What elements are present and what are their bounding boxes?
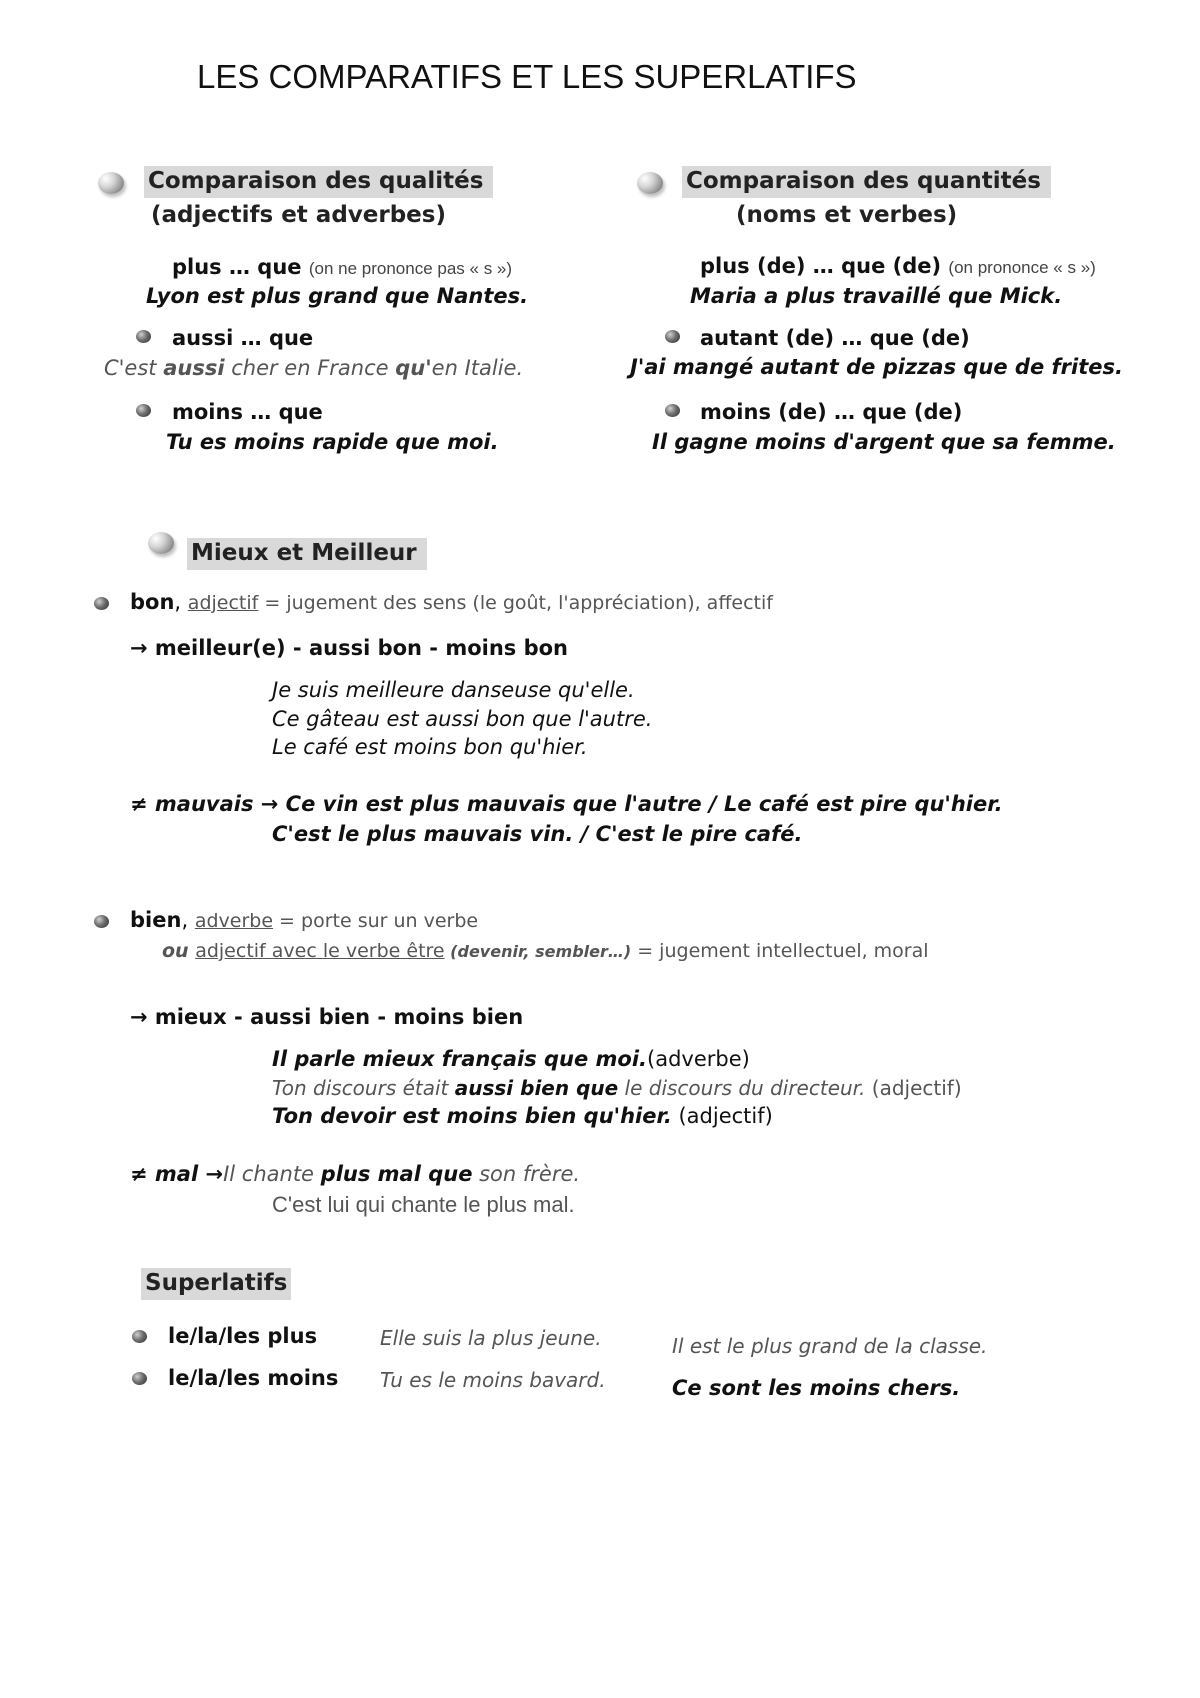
text: Ton devoir est moins bien qu'hier.: [272, 1104, 672, 1128]
bon-category: adjectif: [187, 592, 259, 614]
superlatif-example: Tu es le moins bavard.: [380, 1368, 606, 1392]
qualites-moins-form: moins … que: [172, 400, 323, 424]
text: (adverbe): [647, 1047, 750, 1071]
bon-example: Je suis meilleure danseuse qu'elle.: [272, 678, 635, 702]
pronunciation-note: (on ne prononce pas « s »): [308, 259, 513, 278]
text: cher en France: [224, 356, 396, 380]
bien-example: [272, 1076, 962, 1100]
mauvais-contrast: ≠ mauvais → Ce vin est plus mauvais que l'autre / Le café est pire qu'hier.: [130, 792, 1003, 816]
text: = jugement intellectuel, moral: [631, 940, 929, 962]
page-title: LES COMPARATIFS ET LES SUPERLATIFS: [197, 58, 857, 95]
mal-contrast-line2: C'est lui qui chante le plus mal.: [272, 1192, 575, 1217]
bien-definition-line2: [162, 940, 929, 962]
quantites-heading: Comparaison des quantités: [682, 166, 1051, 198]
superlatif-example: Ce sont les moins chers.: [672, 1376, 961, 1400]
bon-example: Le café est moins bon qu'hier.: [272, 735, 588, 759]
bien-word: bien: [130, 908, 182, 932]
bien-definition-line: [130, 908, 478, 932]
bullet-icon: [136, 404, 151, 417]
text: C'est: [104, 356, 164, 380]
bullet-icon: [94, 915, 109, 928]
text: (adjectif): [865, 1076, 962, 1100]
superlatif-form: le/la/les moins: [168, 1366, 339, 1390]
bullet-icon: [94, 597, 109, 610]
superlatif-example: Il est le plus grand de la classe.: [672, 1334, 988, 1358]
section-bullet-icon: [148, 532, 174, 554]
superlatif-example: Elle suis la plus jeune.: [380, 1326, 602, 1350]
bullet-icon: [665, 404, 680, 417]
bon-word: bon: [130, 590, 175, 614]
qualites-heading: Comparaison des qualités: [144, 166, 493, 198]
form-text: plus (de) … que (de): [700, 254, 942, 278]
superlatif-form: le/la/les plus: [168, 1324, 318, 1348]
text: son frère.: [472, 1162, 581, 1186]
bon-definition: = jugement des sens (le goût, l'appréciation), affectif: [258, 592, 773, 614]
bullet-icon: [132, 1372, 147, 1385]
bullet-icon: [132, 1330, 147, 1343]
superlatifs-heading: Superlatifs: [141, 1268, 291, 1300]
bullet-icon: [665, 330, 680, 343]
text: Ton discours était: [272, 1076, 455, 1100]
text-bold: qu': [395, 356, 432, 380]
bon-definition-line: [130, 590, 773, 614]
bon-example: Ce gâteau est aussi bon que l'autre.: [272, 707, 653, 731]
section-bullet-icon: [98, 172, 124, 194]
text-bold: aussi: [163, 356, 225, 380]
text-bold: plus mal que: [320, 1162, 473, 1186]
text: ,: [174, 590, 182, 614]
mal-contrast: [130, 1162, 580, 1186]
text: Il chante: [223, 1162, 321, 1186]
qualites-aussi-form: aussi … que: [172, 326, 314, 350]
bien-definition: = porte sur un verbe: [273, 910, 479, 932]
quantites-autant-example: J'ai mangé autant de pizzas que de frites.: [630, 355, 1123, 379]
text: ≠ mal →: [130, 1162, 224, 1186]
form-text: plus … que: [172, 255, 302, 279]
quantites-autant-form: autant (de) … que (de): [700, 326, 970, 350]
bullet-icon: [136, 330, 151, 343]
qualites-moins-example: Tu es moins rapide que moi.: [166, 430, 499, 454]
text: le discours du directeur.: [618, 1076, 866, 1100]
bien-category: adverbe: [194, 910, 274, 932]
qualites-plus-form: [172, 255, 512, 279]
quantites-moins-form: moins (de) … que (de): [700, 400, 963, 424]
mieux-meilleur-heading: Mieux et Meilleur: [187, 538, 427, 570]
quantites-moins-example: Il gagne moins d'argent que sa femme.: [652, 430, 1116, 454]
text: ou: [162, 940, 196, 962]
text-bold: aussi bien que: [454, 1076, 619, 1100]
text: (adjectif): [671, 1104, 773, 1128]
qualites-plus-example: Lyon est plus grand que Nantes.: [146, 284, 529, 308]
text-underlined: adjectif avec le verbe être: [195, 940, 445, 962]
pronunciation-note: (on prononce « s »): [948, 258, 1096, 277]
bien-example: [272, 1104, 773, 1128]
quantites-plus-form: [700, 254, 1096, 278]
bon-forms: → meilleur(e) - aussi bon - moins bon: [130, 636, 569, 660]
quantites-plus-example: Maria a plus travaillé que Mick.: [690, 284, 1063, 308]
text: ,: [181, 908, 189, 932]
qualites-subheading: (adjectifs et adverbes): [151, 202, 446, 228]
bien-example: [272, 1047, 750, 1071]
mauvais-contrast-line2: C'est le plus mauvais vin. / C'est le pire café.: [272, 822, 803, 846]
text: (devenir, sembler…): [444, 942, 632, 961]
bien-forms: → mieux - aussi bien - moins bien: [130, 1005, 524, 1029]
section-bullet-icon: [637, 172, 663, 194]
qualites-aussi-example: [104, 356, 523, 380]
text: en Italie.: [431, 356, 524, 380]
text: Il parle mieux français que moi.: [272, 1047, 648, 1071]
quantites-subheading: (noms et verbes): [736, 202, 958, 228]
